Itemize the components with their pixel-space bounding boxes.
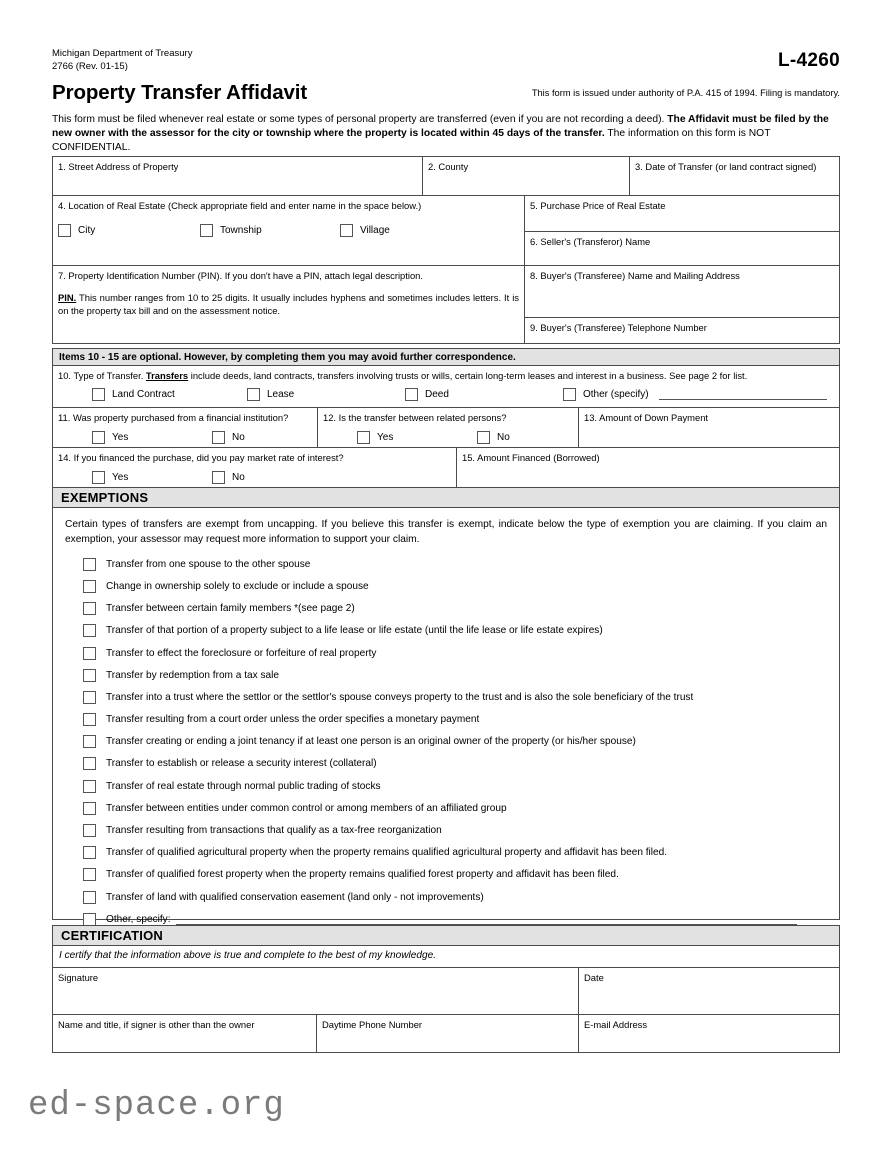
field-county[interactable] (422, 157, 629, 195)
exemptions-section (52, 508, 840, 925)
table-row (53, 447, 839, 487)
checkbox-12-no-label: No (497, 432, 510, 443)
list-item[interactable] (65, 886, 827, 908)
list-item[interactable] (65, 620, 827, 642)
list-item[interactable] (65, 819, 827, 841)
exemption-label: Transfer of qualified forest property when the property remains qualified forest property and affidavit has been filed. (106, 869, 619, 881)
checkbox-box-icon[interactable] (247, 388, 260, 401)
checkbox-township[interactable] (200, 224, 340, 237)
exemptions-intro: Certain types of transfers are exempt from uncapping. If you believe this transfer is exempt, indicate below the type of exemption you are claiming. If you claim an exemption, your assessor may request more information to support your claim. (65, 519, 827, 545)
checkbox-12-yes[interactable] (357, 431, 477, 444)
checkbox-11-yes-label: Yes (112, 432, 129, 443)
field-purchase-price-label: 5. Purchase Price of Real Estate (530, 200, 666, 211)
checkbox-box-icon[interactable] (92, 471, 105, 484)
table-row (53, 195, 839, 265)
exemption-label: Transfer resulting from a court order unless the order specifies a monetary payment (106, 714, 480, 726)
field-date-of-transfer[interactable] (629, 157, 839, 195)
checkbox-14-yes[interactable] (92, 471, 212, 484)
checkbox-land-contract[interactable] (92, 388, 247, 401)
checkbox-box-icon[interactable] (212, 431, 225, 444)
checkbox-box-icon[interactable] (83, 891, 96, 904)
checkbox-11-yes[interactable] (92, 431, 212, 444)
intro-text-2: The information on this form is NOT CONFIDENTIAL. (52, 128, 771, 154)
exemption-label: Transfer of that portion of a property subject to a life lease or life estate (until the life lease or life estate expires) (106, 625, 603, 637)
intro-text-bold: The Affidavit must be filed by the new owner with the assessor for the city or township where the property is located within 45 days of the transfer. (52, 114, 829, 140)
field-11-options (58, 431, 312, 444)
agency-name: Michigan Department of Treasury (52, 48, 193, 59)
checkbox-box-icon[interactable] (83, 713, 96, 726)
checkbox-box-icon[interactable] (357, 431, 370, 444)
exemption-label: Transfer to establish or release a security interest (collateral) (106, 758, 377, 770)
checkbox-box-icon[interactable] (83, 824, 96, 837)
list-item[interactable] (65, 709, 827, 731)
checkbox-box-icon[interactable] (340, 224, 353, 237)
checkbox-box-icon[interactable] (92, 431, 105, 444)
exemption-label: Transfer from one spouse to the other spouse (106, 558, 311, 570)
checkbox-box-icon[interactable] (563, 388, 576, 401)
field-name-and-title[interactable] (53, 1015, 316, 1052)
field-signature[interactable] (53, 968, 578, 1014)
checkbox-box-icon[interactable] (58, 224, 71, 237)
exemptions-list (65, 553, 827, 930)
exemptions-heading (52, 487, 840, 508)
field-pin[interactable] (53, 266, 524, 343)
field-purchase-price[interactable] (525, 196, 839, 231)
list-item[interactable] (65, 686, 827, 708)
list-item[interactable] (65, 864, 827, 886)
list-item[interactable] (65, 842, 827, 864)
field-14-options (58, 471, 451, 484)
exemption-label: Transfer of qualified agricultural property when the property remains qualified agricultural property and affidavit has been filed. (106, 847, 668, 859)
field-12-options (323, 431, 573, 444)
list-item[interactable] (65, 642, 827, 664)
certification-statement (52, 946, 840, 968)
checkbox-lease-label: Lease (267, 389, 295, 400)
exemption-label: Transfer to effect the foreclosure or forfeiture of real property (106, 647, 377, 659)
list-item[interactable] (65, 664, 827, 686)
checkbox-box-icon[interactable] (92, 388, 105, 401)
checkbox-other-label: Other (specify) (583, 389, 649, 400)
exemption-label: Transfer creating or ending a joint tenancy if at least one person is an original owner of the property (or his/her spouse) (106, 736, 636, 748)
field-13-label: 13. Amount of Down Payment (584, 412, 709, 423)
certification-statement-text: I certify that the information above is true and complete to the best of my knowledge. (59, 950, 437, 961)
field-daytime-phone-label: Daytime Phone Number (322, 1019, 423, 1030)
exemption-other-input[interactable] (176, 914, 797, 925)
field-signature-date-label: Date (584, 972, 604, 983)
exemptions-heading-text: EXEMPTIONS (61, 490, 149, 505)
checkbox-14-no[interactable] (212, 471, 245, 484)
field-transfer-between-related-persons (317, 408, 578, 447)
field-buyer-phone-label: 9. Buyer's (Transferee) Telephone Number (530, 322, 707, 333)
checkbox-village[interactable] (340, 224, 390, 237)
field-market-rate-of-interest (53, 448, 456, 487)
checkbox-box-icon[interactable] (212, 471, 225, 484)
field-buyer-name-address[interactable] (525, 266, 839, 317)
field-location-of-real-estate[interactable] (53, 196, 524, 265)
checkbox-city-label: City (78, 225, 96, 236)
checkbox-box-icon[interactable] (83, 558, 96, 571)
checkbox-box-icon[interactable] (83, 624, 96, 637)
checkbox-box-icon[interactable] (83, 669, 96, 682)
checkbox-box-icon[interactable] (83, 691, 96, 704)
form-number: L-4260 (777, 50, 840, 71)
checkbox-land-contract-label: Land Contract (112, 389, 175, 400)
field-type-of-transfer-label (58, 370, 834, 382)
list-item[interactable] (65, 575, 827, 597)
checkbox-box-icon[interactable] (83, 846, 96, 859)
field-buyer-phone[interactable] (525, 317, 839, 342)
transfer-type-options (58, 388, 834, 401)
checkbox-box-icon[interactable] (83, 580, 96, 593)
checkbox-deed-label: Deed (425, 389, 449, 400)
form-header (52, 48, 840, 156)
field-email-address-label: E-mail Address (584, 1019, 648, 1030)
checkbox-11-no[interactable] (212, 431, 245, 444)
form-revision: 2766 (Rev. 01-15) (52, 60, 128, 72)
field-pin-label: 7. Property Identification Number (PIN). If you don't have a PIN, attach legal description. (58, 270, 423, 281)
field-15-label: 15. Amount Financed (Borrowed) (462, 452, 600, 463)
table-row (53, 265, 839, 343)
intro-text-1: This form must be filed whenever real estate or some types of personal property are transferred (even if you are not recording a deed). (52, 114, 668, 125)
checkbox-box-icon[interactable] (83, 802, 96, 815)
f10-underline: Transfers (145, 370, 189, 381)
checkbox-12-yes-label: Yes (377, 432, 394, 443)
field-signature-date[interactable] (578, 968, 839, 1014)
field-seller-name-label: 6. Seller's (Transferor) Name (530, 236, 651, 247)
site-watermark: ed-space.org (28, 1087, 285, 1125)
exemption-label: Transfer into a trust where the settlor or the settlor's spouse conveys property to the trust and is also the sole beneficiary of the trust (106, 691, 694, 703)
field-location-label: 4. Location of Real Estate (Check appropriate field and enter name in the space below.) (58, 200, 422, 211)
table-row (53, 157, 839, 195)
purchase-seller-group (524, 196, 839, 265)
table-row (53, 407, 839, 447)
page-title: Property Transfer Affidavit (52, 81, 308, 104)
field-email-address[interactable] (578, 1015, 839, 1052)
optional-items-note (52, 348, 840, 366)
exemption-label: Transfer by redemption from a tax sale (106, 669, 279, 681)
field-signature-label: Signature (58, 972, 99, 983)
intro-paragraph (52, 113, 840, 156)
checkbox-lease[interactable] (247, 388, 405, 401)
field-street-address-label: 1. Street Address of Property (58, 161, 179, 172)
pin-help-text: This number ranges from 10 to 25 digits. It usually includes hyphens and sometimes includes letters. It is on the property tax bill and on the assessment notice. (58, 292, 519, 317)
field-seller-name[interactable] (525, 231, 839, 266)
checkbox-box-icon[interactable] (83, 913, 96, 926)
location-options (58, 224, 519, 237)
field-amount-of-down-payment[interactable] (578, 408, 839, 447)
checkbox-township-label: Township (220, 225, 262, 236)
checkbox-14-no-label: No (232, 472, 245, 483)
checkbox-other-transfer-type[interactable] (563, 388, 827, 401)
f10-suffix: include deeds, land contracts, transfers involving trusts or wills, certain long-term leases and interest in a business. See page 2 for list. (188, 370, 748, 381)
table-row (53, 968, 839, 1014)
checkbox-box-icon[interactable] (83, 757, 96, 770)
checkbox-box-icon[interactable] (405, 388, 418, 401)
checkbox-deed[interactable] (405, 388, 563, 401)
field-purchased-from-financial-institution (53, 408, 317, 447)
checkbox-12-no[interactable] (477, 431, 510, 444)
field-county-label: 2. County (428, 161, 469, 172)
checkbox-box-icon[interactable] (83, 735, 96, 748)
transfer-details-table (52, 366, 840, 488)
exemption-label: Transfer resulting from transactions that qualify as a tax-free reorganization (106, 825, 442, 837)
checkbox-11-no-label: No (232, 432, 245, 443)
field-daytime-phone[interactable] (316, 1015, 578, 1052)
pin-term: PIN. (58, 292, 77, 303)
table-row (53, 366, 839, 407)
checkbox-box-icon[interactable] (200, 224, 213, 237)
field-type-of-transfer (53, 366, 839, 407)
list-item[interactable] (65, 753, 827, 775)
checkbox-box-icon[interactable] (477, 431, 490, 444)
list-item[interactable] (65, 775, 827, 797)
exemption-label: Transfer of real estate through normal public trading of stocks (106, 780, 381, 792)
certification-heading (52, 925, 840, 946)
field-name-and-title-label: Name and title, if signer is other than the owner (58, 1019, 255, 1030)
checkbox-city[interactable] (58, 224, 200, 237)
buyer-group (524, 266, 839, 343)
f10-prefix: 10. Type of Transfer. (58, 370, 146, 381)
certification-heading-text: CERTIFICATION (61, 928, 164, 943)
field-amount-financed[interactable] (456, 448, 839, 487)
checkbox-box-icon[interactable] (83, 868, 96, 881)
checkbox-14-yes-label: Yes (112, 472, 129, 483)
checkbox-box-icon[interactable] (83, 780, 96, 793)
list-item[interactable] (65, 598, 827, 620)
list-item[interactable] (65, 553, 827, 575)
exemption-label: Change in ownership solely to exclude or include a spouse (106, 580, 369, 592)
checkbox-village-label: Village (360, 225, 390, 236)
field-date-of-transfer-label: 3. Date of Transfer (or land contract signed) (635, 161, 817, 172)
field-pin-help (58, 291, 519, 317)
property-info-table (52, 156, 840, 344)
field-12-label: 12. Is the transfer between related persons? (323, 412, 507, 423)
list-item[interactable] (65, 797, 827, 819)
exemption-label: Transfer of land with qualified conservation easement (land only - not improvements) (106, 891, 484, 903)
authority-statement: This form is issued under authority of P.A. 415 of 1994. Filing is mandatory. (531, 88, 840, 98)
field-buyer-name-address-label: 8. Buyer's (Transferee) Name and Mailing Address (530, 270, 740, 281)
optional-items-note-text: Items 10 - 15 are optional. However, by completing them you may avoid further correspondence. (59, 351, 516, 363)
checkbox-box-icon[interactable] (83, 602, 96, 615)
other-transfer-type-input[interactable] (659, 390, 827, 400)
exemption-label: Transfer between entities under common control or among members of an affiliated group (106, 802, 507, 814)
field-14-label: 14. If you financed the purchase, did you pay market rate of interest? (58, 452, 344, 463)
exemption-other-label: Other, specify: (106, 913, 171, 925)
checkbox-box-icon[interactable] (83, 647, 96, 660)
table-row (53, 1014, 839, 1052)
exemption-label: Transfer between certain family members *(see page 2) (106, 603, 355, 615)
list-item[interactable] (65, 731, 827, 753)
certification-table (52, 968, 840, 1053)
field-street-address[interactable] (53, 157, 422, 195)
field-11-label: 11. Was property purchased from a financial institution? (58, 412, 289, 423)
